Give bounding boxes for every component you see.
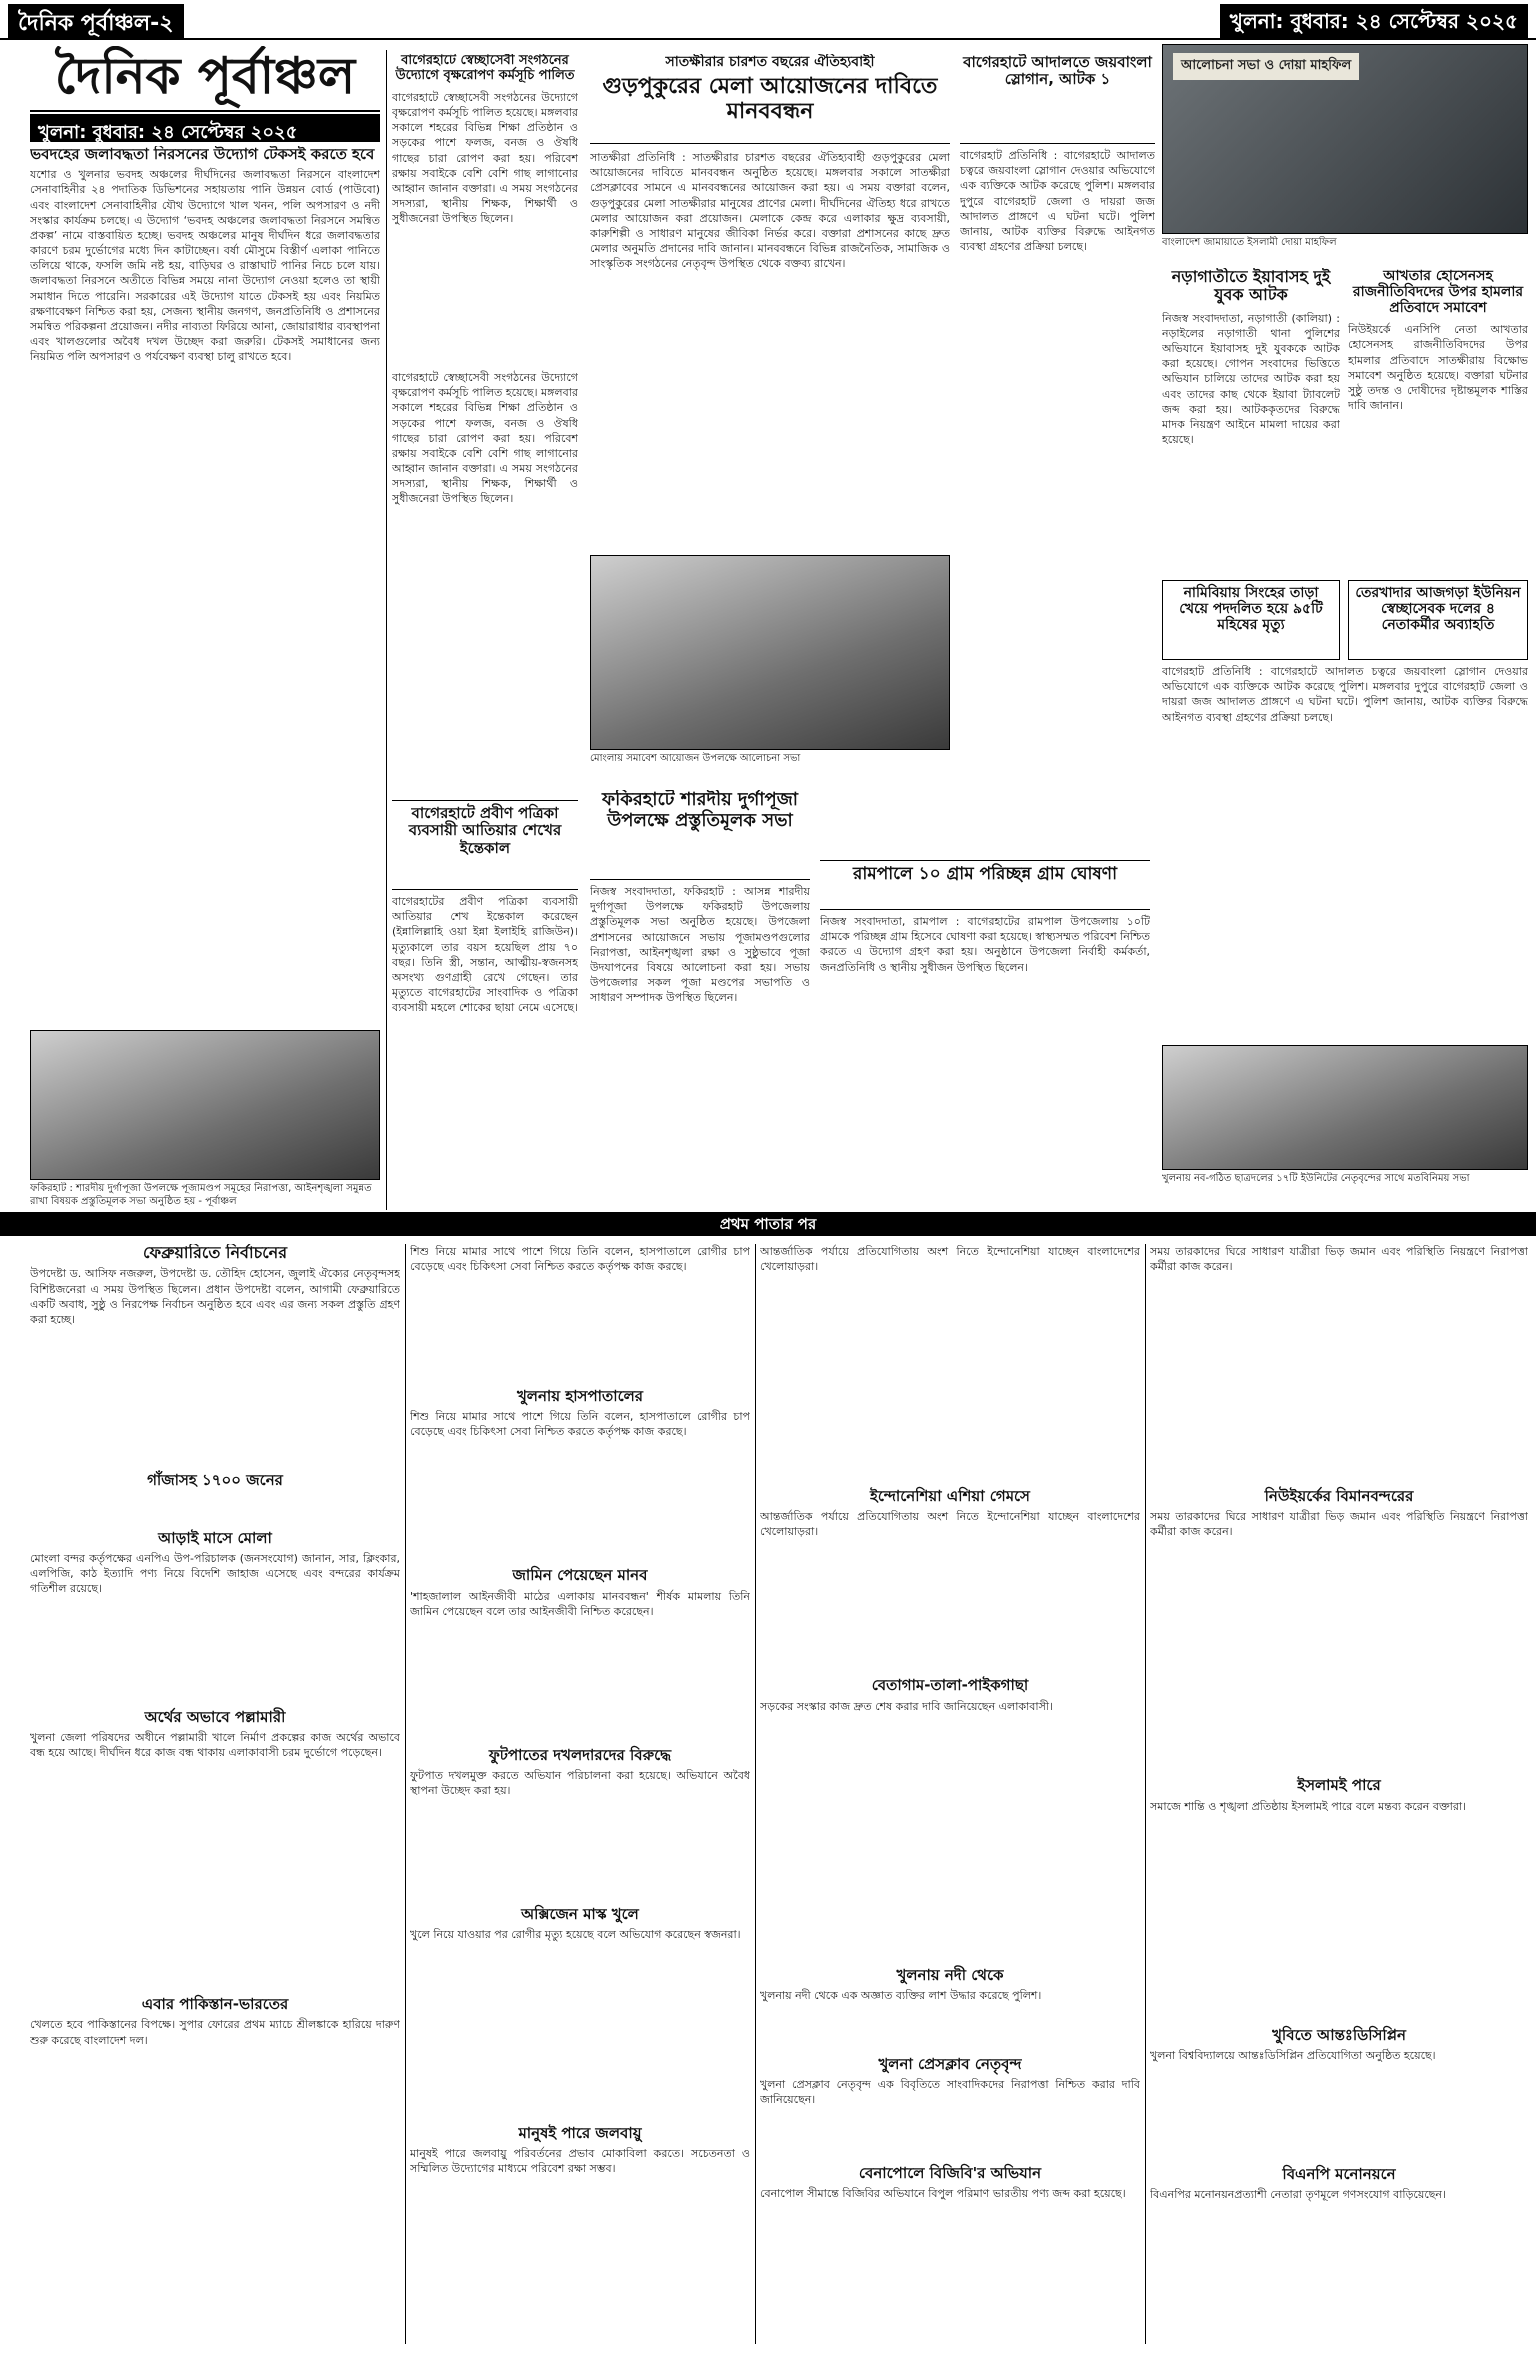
column-divider [1145,1244,1146,2344]
headline-fakirhat-puja: ফকিরহাটে শারদীয় দুর্গাপূজা উপলক্ষে প্রস্তুতিমূলক সভা [601,790,799,831]
continued-banner: প্রথম পাতার পর [0,1212,1536,1236]
page-number-label: দৈনিক পূর্বাঞ্চল-২ [8,4,184,40]
column-divider [405,1244,406,2344]
body-narail-yaba: নিজস্ব সংবাদদাতা, নড়াগাতী (কালিয়া) : নড়াইলের নড়াগাতী থানা পুলিশের অভিযানে ইয়াবাসহ দুই যুবককে আটক করা হয়েছে। গোপন সংবাদের ভিত্তিতে অভিযান চালিয়ে তাদের আটক করা হয় এবং তাদের কাছ থেকে ইয়াবা ট্যাবলেট জব্দ করা হয়। আটককৃতদের বিরুদ্ধে মাদক নিয়ন্ত্রণ আইনে মামলা দায়ের করা হয়েছে। [1162,311,1340,447]
body-pak-india: খেলতে হবে পাকিস্তানের বিপক্ষে। সুপার ফোরের প্রথম ম্যাচে শ্রীলঙ্কাকে হারিয়ে দারুণ শুরু করেছে বাংলাদেশ দল। [30,2018,400,2047]
header-date: খুলনা: বুধবার: ২৪ সেপ্টেম্বর ২০২৫ [1220,4,1528,40]
headline-hospital: খুলনায় হাসপাতালের [516,1387,644,1405]
body-namibia-terkhada: বাগেরহাট প্রতিনিধি : বাগেরহাটে আদালত চত্বরে জয়বাংলা স্লোগান দেওয়ার অভিযোগে এক ব্যক্তিকে আটক করেছে পুলিশ। মঙ্গলবার দুপুরে বাগেরহাট জেলা ও দায়রা জজ আদালত প্রাঙ্গণে এ ঘটনা ঘটে। পুলিশ জানায়, আটক ব্যক্তির বিরুদ্ধে আইনগত ব্যবস্থা গ্রহণের প্রক্রিয়া চলছে। [1162,665,1528,724]
article-satkhira-fair-header [590,54,950,144]
caption-mosque: বাংলাদেশ জামায়াতে ইসলামী দোয়া মাহফিল [1162,237,1337,248]
khulna-meeting-photo [1162,1045,1528,1170]
body-oxygen: খুলে নিয়ে যাওয়ার পর রোগীর মৃত্যু হয়েছে বলে অভিযোগ করেছেন স্বজনরা। [410,1928,741,1941]
headline-ny-attack: আখতার হোসেনসহ রাজনীতিবিদদের উপর হামলার প্রতিবাদে সমাবেশ [1352,268,1524,317]
body-election: উপদেষ্টা ড. আসিফ নজরুল, উপদেষ্টা ড. তৌহিদ হোসেন, জুলাই ঐক্যের নেতৃবৃন্দসহ বিশিষ্টজনেরা এ সময় উপস্থিত ছিলেন। প্রধান উপদেষ্টা বলেন, আগামী ফেব্রুয়ারিতে একটি অবাধ, সুষ্ঠু ও নিরপেক্ষ নির্বাচন অনুষ্ঠিত হবে এবং এর জন্য সকল প্রস্তুতি গ্রহণ করা হচ্ছে। [30,1267,400,1326]
column-divider [386,50,387,1210]
headline-bagerhat-volunteer: বাগেরহাটে স্বেচ্ছাসেবী সংগঠনের উদ্যোগে বৃক্ষরোপণ কর্মসূচি পালিত [395,54,575,83]
mela-meeting-photo [590,555,950,750]
kicker-satkhira-fair: সাতক্ষীরার চারশত বছরের ঐতিহ্যবাহী [665,54,875,70]
caption-fakirhat: ফকিরহাট : শারদীয় দুর্গাপূজা উপলক্ষে পূজামণ্ডপ সমূহের নিরাপত্তা, আইনশৃঙ্খলা সমুন্নত রাখা বিষয়ক প্রস্তুতিমূলক সভা অনুষ্ঠিত হয় - পূর্বাঞ্চল [30,1183,372,1207]
headline-pak-india: এবার পাকিস্তান-ভারতের [141,1995,289,2014]
headline-bagerhat-court: বাগেরহাটে আদালতে জয়বাংলা স্লোগান, আটক ১ [963,54,1152,89]
headline-khutbe: খুবিতে আন্তঃডিসিপ্লিন [1272,2025,1406,2044]
article-ny-attack [1348,268,1528,568]
headline-rampal: রামপালে ১০ গ্রাম পরিচ্ছন্ন গ্রাম ঘোষণা [852,864,1118,884]
article-terkhada [1348,580,1528,660]
body-footpath: ফুটপাত দখলমুক্ত করতে অভিযান পরিচালনা করা হয়েছে। অভিযানে অবৈধ স্থাপনা উচ্ছেদ করা হয়। [410,1768,750,1797]
doa-mahfil-photo [1162,44,1528,234]
headline-press-club: খুলনা প্রেসক্লাব নেতৃবৃন্দ [878,2054,1022,2073]
headline-village: অর্থের অভাবে পল্লামারী [144,1707,286,1726]
body-bagerhat-volunteer: বাগেরহাটে স্বেচ্ছাসেবী সংগঠনের উদ্যোগে বৃক্ষরোপণ কর্মসূচি পালিত হয়েছে। মঙ্গলবার সকালে শহরের বিভিন্ন শিক্ষা প্রতিষ্ঠান ও সড়কের পাশে ফলজ, বনজ ও ঔষধি গাছের চারা রোপণ করা হয়। পরিবেশ রক্ষায় সবাইকে বেশি বেশি গাছ লাগানোর আহ্বান জানান বক্তারা। এ সময় সংগঠনের সদস্যরা, স্থানীয় শিক্ষক, শিক্ষার্থী ও সুধীজনেরা উপস্থিত ছিলেন। [392,90,578,226]
body-bagerhat-court: বাগেরহাট প্রতিনিধি : বাগেরহাটে আদালত চত্বরে জয়বাংলা স্লোগান দেওয়ার অভিযোগে এক ব্যক্তিকে আটক করেছে পুলিশ। মঙ্গলবার দুপুরে বাগেরহাট জেলা ও দায়রা জজ আদালত প্রাঙ্গণে এ ঘটনা ঘটে। পুলিশ জানায়, আটক ব্যক্তির বিরুদ্ধে আইনগত ব্যবস্থা গ্রহণের প্রক্রিয়া চলছে। [960,149,1155,254]
body-khulna-river: খুলনায় নদী থেকে এক অজ্ঞাত ব্যক্তির লাশ উদ্ধার করেছে পুলিশ। [760,1988,1042,2002]
lower-column-b: শিশু নিয়ে মামার সাথে পাশে গিয়ে তিনি বলেন, হাসপাতালে রোগীর চাপ বেড়েছে এবং চিকিৎসা সেবা নিশ্চিত করতে কর্তৃপক্ষ কাজ করছে। খুলনায় হাসপাতালের শিশু নিয়ে মামার সাথে পাশে গিয়ে তিনি বলেন, হাসপাতালে রোগীর চাপ বেড়েছে এবং চিকিৎসা সেবা নিশ্চিত করতে কর্তৃপক্ষ কাজ করছে। জামিন পেয়েছেন মানব 'শাহজালাল আইনজীবী মাঠের এলাকায় মানববন্ধন' শীর্ষক মামলায় তিনি জামিন পেয়েছেন বলে তার আইনজীবী নিশ্চিত করেছেন। ফুটপাতের দখলদারদের বিরুদ্ধে ফুটপাত দখলমুক্ত করতে অভিযান পরিচালনা করা হয়েছে। অভিযানে অবৈধ স্থাপনা উচ্ছেদ করা হয়। অক্সিজেন মাস্ক খুলে খুলে নিয়ে যাওয়ার পর রোগীর মৃত্যু হয়েছে বলে অভিযোগ করেছেন স্বজনরা। মানুষই পারে জলবায়ু মানুষই পারে জলবায়ু পরিবর্তনের প্রভাব মোকাবিলা করতে। সচেতনতা ও সম্মিলিত উদ্যোগের মাধ্যমে পরিবেশ রক্ষা সম্ভব। [410,1244,750,2344]
article-fakirhat-puja-header [590,790,810,880]
masthead-date: খুলনা: বুধবার: ২৪ সেপ্টেম্বর ২০২৫ [30,114,380,142]
body-bagerhat-obit: বাগেরহাটের প্রবীণ পত্রিকা ব্যবসায়ী আতিয়ার শেখ ইন্তেকাল করেছেন (ইন্নালিল্লাহি ওয়া ইন্না ইলাইহি রাজিউন)। মৃত্যুকালে তার বয়স হয়েছিল প্রায় ৭০ বছর। তিনি স্ত্রী, সন্তান, আত্মীয়-স্বজনসহ অসংখ্য গুণগ্রাহী রেখে গেছেন। তার মৃত্যুতে বাগেরহাটের সাংবাদিক ও পত্রিকা ব্যবসায়ী মহলে শোকের ছায়া নেমে এসেছে। [392,895,578,1015]
headline-islam: ইসলামই পারে [1297,1776,1381,1795]
article-bagerhat-volunteer [392,54,578,364]
masthead [30,46,380,112]
newspaper-title: দৈনিক পূর্বাঞ্চল [54,46,356,105]
lower-column-d: সময় তারকাদের ঘিরে সাধারণ যাত্রীরা ভিড় জমান এবং পরিস্থিতি নিয়ন্ত্রণে নিরাপত্তা কর্মীরা কাজ করেন। নিউইয়র্কের বিমানবন্দরের সময় তারকাদের ঘিরে সাধারণ যাত্রীরা ভিড় জমান এবং পরিস্থিতি নিয়ন্ত্রণে নিরাপত্তা কর্মীরা কাজ করেন। ইসলামই পারে সমাজে শান্তি ও শৃঙ্খলা প্রতিষ্ঠায় ইসলামই পারে বলে মন্তব্য করেন বক্তারা। খুবিতে আন্তঃডিসিপ্লিন খুলনা বিশ্ববিদ্যালয়ে আন্তঃডিসিপ্লিন প্রতিযোগিতা অনুষ্ঠিত হয়েছে। বিএনপি মনোনয়নে বিএনপির মনোনয়নপ্রত্যাশী নেতারা তৃণমূলে গণসংযোগ বাড়িয়েছেন। [1150,1244,1528,2344]
article-volunteer-continued: বাগেরহাটে স্বেচ্ছাসেবী সংগঠনের উদ্যোগে বৃক্ষরোপণ কর্মসূচি পালিত হয়েছে। মঙ্গলবার সকালে শহরের বিভিন্ন শিক্ষা প্রতিষ্ঠান ও সড়কের পাশে ফলজ, বনজ ও ঔষধি গাছের চারা রোপণ করা হয়। পরিবেশ রক্ষায় সবাইকে বেশি বেশি গাছ লাগানোর আহ্বান জানান বক্তারা। এ সময় সংগঠনের সদস্যরা, স্থানীয় শিক্ষক, শিক্ষার্থী ও সুধীজনেরা উপস্থিত ছিলেন। [392,371,578,506]
headline-mola: আড়াই মাসে মোলা [158,1528,272,1547]
article-rampal-header [820,860,1150,910]
body-ny-airport: সময় তারকাদের ঘিরে সাধারণ যাত্রীরা ভিড় জমান এবং পরিস্থিতি নিয়ন্ত্রণে নিরাপত্তা কর্মীরা কাজ করেন। [1150,1510,1528,1539]
body-betagram: সড়কের সংস্কার কাজ দ্রুত শেষ করার দাবি জানিয়েছেন এলাকাবাসী। [760,1699,1053,1713]
headline-betagram: বেতাগাম-তালা-পাইকগাছা [871,1676,1029,1695]
article-bagerhat-court-header [960,54,1155,144]
headline-narail-yaba: নড়াগাতীতে ইয়াবাসহ দুই যুবক আটক [1171,268,1331,305]
article-bagerhat-obit-header [392,800,578,890]
body-indonesia: আন্তর্জাতিক পর্যায়ে প্রতিযোগিতায় অংশ নিতে ইন্দোনেশিয়া যাচ্ছেন বাংলাদেশের খেলোয়াড়রা। [760,1510,1140,1539]
body-satkhira-fair: সাতক্ষীরা প্রতিনিধি : সাতক্ষীরার চারশত বছরের ঐতিহ্যবাহী গুড়পুকুরের মেলা আয়োজনের দাবিতে মানববন্ধন অনুষ্ঠিত হয়েছে। মঙ্গলবার সকালে সাতক্ষীরা প্রেসক্লাবের সামনে এ মানববন্ধনের আয়োজন করা হয়। এ সময় বক্তারা বলেন, গুড়পুকুরের মেলা সাতক্ষীরার মানুষের প্রাণের মেলা। দীর্ঘদিনের ঐতিহ্য ধরে রাখতে মেলার আয়োজন করা প্রয়োজন। মেলাকে কেন্দ্র করে এলাকার ক্ষুদ্র ব্যবসায়ী, কারুশিল্পী ও সাধারণ মানুষের জীবিকা নির্ভর করে। বক্তারা প্রশাসনের কাছে দ্রুত মেলার অনুমতি প্রদানের দাবি জানান। মানববন্ধনে বিভিন্ন রাজনৈতিক, সামাজিক ও সাংস্কৃতিক সংগঠনের নেতৃবৃন্দ উপস্থিত থেকে বক্তব্য রাখেন। [590,151,950,271]
lower-column-a [30,1244,400,2344]
body-khutbe: খুলনা বিশ্ববিদ্যালয়ে আন্তঃডিসিপ্লিন প্রতিযোগিতা অনুষ্ঠিত হয়েছে। [1150,2048,1436,2062]
headline-satkhira-fair: গুড়পুকুরের মেলা আয়োজনের দাবিতে মানববন্ধন [602,74,938,125]
headline-indonesia: ইন্দোনেশিয়া এশিয়া গেমসে [870,1487,1030,1505]
headline-ganja: গাঁজাসহ ১৭০০ জনের [147,1471,283,1490]
headline-election: ফেব্রুয়ারিতে নির্বাচনের [142,1244,287,1262]
headline-oxygen: অক্সিজেন মাস্ক খুলে [521,1904,639,1923]
photo-banner-text: আলোচনা সভা ও দোয়া মাহফিল [1173,53,1359,80]
caption-khulna: খুলনায় নব-গঠিত ছাত্রদলের ১৭টি ইউনিটের নেতৃবৃন্দের সাথে মতবিনিময় সভা [1162,1173,1470,1184]
headline-khulna-river: খুলনায় নদী থেকে [896,1965,1004,1984]
body-fakirhat-puja: নিজস্ব সংবাদদাতা, ফকিরহাট : আসন্ন শারদীয় দুর্গাপূজা উপলক্ষে ফকিরহাট উপজেলায় প্রস্তুতিমূলক সভা অনুষ্ঠিত হয়েছে। উপজেলা প্রশাসনের আয়োজনে সভায় পূজামণ্ডপগুলোর নিরাপত্তা, আইনশৃঙ্খলা রক্ষা ও সুষ্ঠুভাবে পূজা উদযাপনের বিষয়ে আলোচনা করা হয়। সভায় উপজেলার সকল পূজা মণ্ডপের সভাপতি ও সাধারণ সম্পাদক উপস্থিত ছিলেন। [590,885,810,1005]
body-rampal: নিজস্ব সংবাদদাতা, রামপাল : বাগেরহাটের রামপাল উপজেলায় ১০টি গ্রামকে পরিচ্ছন্ন গ্রাম হিসেবে ঘোষণা করা হয়েছে। স্বাস্থ্যসম্মত পরিবেশ নিশ্চিত করতে এ উদ্যোগ গ্রহণ করা হয়। অনুষ্ঠানে উপজেলা নির্বাহী কর্মকর্তা, জনপ্রতিনিধি ও স্থানীয় সুধীজন উপস্থিত ছিলেন। [820,915,1150,974]
article-bhabodaho [30,146,380,1026]
headline-bagerhat-obit: বাগেরহাটে প্রবীণ পত্রিকা ব্যবসায়ী আতিয়ার শেখের ইন্তেকাল [408,804,562,857]
headline-bhabodaho: ভবদহের জলাবদ্ধতা নিরসনের উদ্যোগ টেকসই করতে হবে [30,146,375,163]
headline-namibia: নামিবিয়ায় সিংহের তাড়া খেয়ে পদদলিত হয়ে ৯৫টি মহিষের মৃত্যু [1179,585,1323,634]
body-bnp: বিএনপির মনোনয়নপ্রত্যাশী নেতারা তৃণমূলে গণসংযোগ বাড়িয়েছেন। [1150,2188,1446,2201]
caption-meeting: মোংলায় সমাবেশ আয়োজন উপলক্ষে আলোচনা সভা [590,753,801,764]
body-village: খুলনা জেলা পরিষদের অধীনে পল্লামারী খালে নির্মাণ প্রকল্পের কাজ অর্থের অভাবে বন্ধ হয়ে আছে। দীর্ঘদিন ধরে কাজ বন্ধ থাকায় এলাকাবাসী চরম দুর্ভোগে পড়েছেন। [30,1731,400,1760]
lower-column-c: আন্তর্জাতিক পর্যায়ে প্রতিযোগিতায় অংশ নিতে ইন্দোনেশিয়া যাচ্ছেন বাংলাদেশের খেলোয়াড়রা। ইন্দোনেশিয়া এশিয়া গেমসে আন্তর্জাতিক পর্যায়ে প্রতিযোগিতায় অংশ নিতে ইন্দোনেশিয়া যাচ্ছেন বাংলাদেশের খেলোয়াড়রা। বেতাগাম-তালা-পাইকগাছা সড়কের সংস্কার কাজ দ্রুত শেষ করার দাবি জানিয়েছেন এলাকাবাসী। খুলনায় নদী থেকে খুলনায় নদী থেকে এক অজ্ঞাত ব্যক্তির লাশ উদ্ধার করেছে পুলিশ। খুলনা প্রেসক্লাব নেতৃবৃন্দ খুলনা প্রেসক্লাব নেতৃবৃন্দ এক বিবৃতিতে সাংবাদিকদের নিরাপত্তা নিশ্চিত করার দাবি জানিয়েছেন। বেনাপোলে বিজিবি'র অভিযান বেনাপোল সীমান্তে বিজিবির অভিযানে বিপুল পরিমাণ ভারতীয় পণ্য জব্দ করা হয়েছে। [760,1244,1140,2344]
body-islam: সমাজে শান্তি ও শৃঙ্খলা প্রতিষ্ঠায় ইসলামই পারে বলে মন্তব্য করেন বক্তারা। [1150,1799,1466,1813]
article-narail-yaba [1162,268,1340,568]
body-bhabodaho: যশোর ও খুলনার ভবদহ অঞ্চলের দীর্ঘদিনের জলাবদ্ধতা নিরসনে বাংলাদেশ সেনাবাহিনীর ২৪ পদাতিক ডিভিশনের সহায়তায় পানি উন্নয়ন বোর্ড (পাউবো) এবং বাংলাদেশ সেনাবাহিনীর যৌথ উদ্যোগে খাল খনন, পলি অপসারণ ও নদী সংস্কার কার্যক্রম চলছে। এ উদ্যোগ ‘ভবদহ অঞ্চলের জলাবদ্ধতা নিরসনে সমন্বিত প্রকল্প’ নামে বাস্তবায়িত হচ্ছে। ভবদহ অঞ্চলের মানুষ দীর্ঘদিন ধরে জলাবদ্ধতার কারণে চরম দুর্ভোগের মধ্যে দিন কাটাচ্ছেন। বর্ষা মৌসুমে বিস্তীর্ণ এলাকা পানিতে তলিয়ে থাকে, ফসলি জমি নষ্ট হয়, বাড়িঘর ও রাস্তাঘাট পানির নিচে চলে যায়। জলাবদ্ধতা নিরসনে অতীতে বিভিন্ন সময়ে নানা উদ্যোগ নেওয়া হলেও তা স্থায়ী সমাধান দিতে পারেনি। সরকারের এই উদ্যোগ যাতে টেকসই হয় এবং নিয়মিত রক্ষণাবেক্ষণ নিশ্চিত করা হয়, সেজন্য স্থানীয় জনগণ, জনপ্রতিনিধি ও প্রশাসনের সমন্বিত পরিকল্পনা প্রয়োজন। নদীর নাব্যতা ফিরিয়ে আনা, জোয়ারাধার ব্যবস্থাপনা এবং খালগুলোর অবৈধ দখল উচ্ছেদ করা জরুরি। টেকসই সমাধানের জন্য নিয়মিত পলি অপসারণ ও পর্যবেক্ষণ ব্যবস্থা চালু রাখতে হবে। [30,168,380,364]
page-header-bar [0,0,1536,40]
headline-benapole: বেনাপোলে বিজিবি'র অভিযান [858,2164,1042,2182]
headline-bnp: বিএনপি মনোনয়নে [1282,2164,1396,2183]
body-hospital: শিশু নিয়ে মামার সাথে পাশে গিয়ে তিনি বলেন, হাসপাতালে রোগীর চাপ বেড়েছে এবং চিকিৎসা সেবা নিশ্চিত করতে কর্তৃপক্ষ কাজ করছে। [410,1410,750,1439]
body-bail: 'শাহজালাল আইনজীবী মাঠের এলাকায় মানববন্ধন' শীর্ষক মামলায় তিনি জামিন পেয়েছেন বলে তার আইনজীবী নিশ্চিত করেছেন। [410,1589,750,1618]
fakirhat-meeting-photo [30,1030,380,1180]
body-ny-attack: নিউইয়র্কে এনসিপি নেতা আখতার হোসেনসহ রাজনীতিবিদদের উপর হামলার প্রতিবাদে সাতক্ষীরায় বিক্ষোভ সমাবেশ অনুষ্ঠিত হয়েছে। বক্তারা ঘটনার সুষ্ঠু তদন্ত ও দোষীদের দৃষ্টান্তমূলক শাস্তির দাবি জানান। [1348,323,1528,413]
column-divider [755,1244,756,2344]
body-manush: মানুষই পারে জলবায়ু পরিবর্তনের প্রভাব মোকাবিলা করতে। সচেতনতা ও সম্মিলিত উদ্যোগের মাধ্যমে পরিবেশ রক্ষা সম্ভব। [410,2147,750,2176]
headline-manush: মানুষই পারে জলবায়ু [518,2124,642,2142]
headline-footpath: ফুটপাতের দখলদারদের বিরুদ্ধে [488,1745,672,1764]
headline-ny-airport: নিউইয়র্কের বিমানবন্দরের [1264,1487,1414,1505]
body-press-club: খুলনা প্রেসক্লাব নেতৃবৃন্দ এক বিবৃতিতে সাংবাদিকদের নিরাপত্তা নিশ্চিত করার দাবি জানিয়েছেন। [760,2078,1140,2107]
body-mola: মোংলা বন্দর কর্তৃপক্ষের এনপিএ উপ-পরিচালক (জনসংযোগ) জানান, সার, ক্লিংকার, এলপিজি, কাঠ ইত্যাদি পণ্য নিয়ে বিদেশি জাহাজ এসেছে এবং বন্দরের কার্যক্রম গতিশীল রয়েছে। [30,1551,400,1596]
body-benapole: বেনাপোল সীমান্তে বিজিবির অভিযানে বিপুল পরিমাণ ভারতীয় পণ্য জব্দ করা হয়েছে। [760,2187,1126,2201]
headline-bail: জামিন পেয়েছেন মানব [512,1566,648,1585]
article-namibia [1162,580,1340,660]
headline-terkhada: তেরখাদার আজগড়া ইউনিয়ন স্বেচ্ছাসেবক দলের ৪ নেতাকর্মীর অব্যাহতি [1355,585,1521,634]
